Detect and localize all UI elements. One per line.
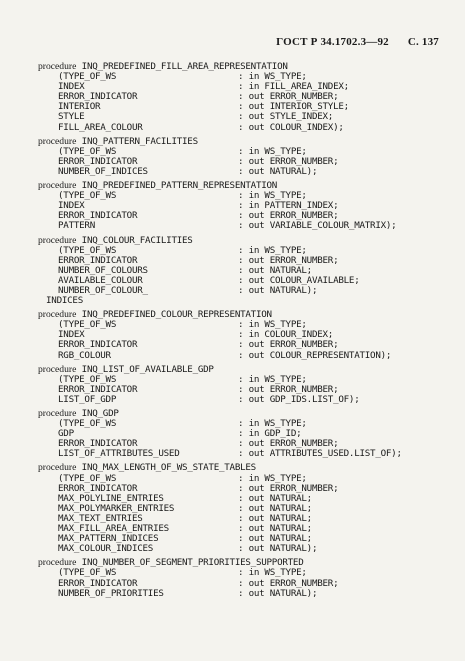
parameter-row [38, 589, 451, 599]
parameter-name: ERROR_INDICATOR [58, 482, 138, 494]
parameter-mode-type: : in COLOUR_INDEX; [238, 329, 334, 341]
parameter-mode-type: : in WS_TYPE; [238, 71, 307, 83]
procedure-block [38, 181, 451, 231]
parameter-mode-type: : out NATURAL); [238, 587, 318, 599]
parameter-name: PATTERN [58, 220, 95, 232]
parameter-name: ERROR_INDICATOR [58, 339, 138, 351]
parameter-row [38, 286, 451, 296]
parameter-name: ERROR_INDICATOR [58, 91, 138, 103]
procedure-name: INQ_NUMBER_OF_SEGMENT_PRIORITIES_SUPPORTED [81, 557, 304, 569]
procedure-block [38, 236, 451, 307]
parameter-name: GDP [58, 428, 74, 440]
procedure-listing [38, 62, 451, 603]
parameter-mode-type: : in WS_TYPE; [238, 319, 307, 331]
page-number: С. 137 [407, 36, 439, 48]
parameter-name: ERROR_INDICATOR [58, 577, 138, 589]
parameter-mode-type: : in WS_TYPE; [238, 244, 307, 256]
procedure-name: INQ_PREDEFINED_COLOUR_REPRESENTATION [81, 309, 272, 321]
parameter-mode-type: : out ERROR_NUMBER; [238, 577, 339, 589]
procedure-keyword: procedure [38, 234, 77, 246]
parameter-mode-type: : out NATURAL; [238, 264, 312, 276]
parameter-name: (TYPE_OF_WS [58, 190, 117, 202]
parameter-mode-type: : out COLOUR_INDEX); [238, 121, 344, 133]
parameter-row [38, 123, 451, 133]
procedure-name: INQ_PATTERN_FACILITIES [81, 135, 198, 147]
parameter-mode-type: : out ERROR_NUMBER; [238, 438, 339, 450]
parameter-name: (TYPE_OF_WS [58, 319, 117, 331]
parameter-name: RGB_COLOUR [58, 349, 111, 361]
procedure-block [38, 62, 451, 133]
parameter-name: (TYPE_OF_WS [58, 567, 117, 579]
procedure-name: INQ_PREDEFINED_PATTERN_REPRESENTATION [81, 180, 278, 192]
parameter-name: INDEX [58, 329, 85, 341]
parameter-row [38, 221, 451, 231]
parameter-name: NUMBER_OF_COLOURS [58, 264, 148, 276]
procedure-keyword: procedure [38, 462, 77, 474]
procedure-keyword: procedure [38, 61, 77, 72]
parameter-mode-type: : out NATURAL; [238, 492, 312, 504]
parameter-mode-type: : out ERROR_NUMBER; [238, 254, 339, 266]
parameter-name: NUMBER_OF_PRIORITIES [58, 587, 164, 599]
parameter-mode-type: : out ERROR_NUMBER; [238, 91, 339, 103]
parameter-name: MAX_FILL_AREA_ENTRIES [58, 523, 169, 535]
parameter-name: LIST_OF_ATTRIBUTES_USED [58, 448, 180, 460]
parameter-name: (TYPE_OF_WS [58, 244, 117, 256]
parameter-row [38, 395, 451, 405]
procedure-name: INQ_GDP [81, 408, 119, 419]
procedure-keyword: procedure [38, 180, 77, 192]
parameter-mode-type: : out VARIABLE_COLOUR_MATRIX); [238, 220, 397, 232]
procedure-block [38, 365, 451, 405]
parameter-name: MAX_COLOUR_INDICES [58, 543, 154, 555]
parameter-mode-type: : out ATTRIBUTES_USED.LIST_OF); [238, 448, 402, 460]
parameter-mode-type: : out ERROR_NUMBER; [238, 383, 339, 395]
parameter-name: AVAILABLE_COLOUR [58, 274, 143, 286]
procedure-block [38, 558, 451, 598]
parameter-mode-type: : out NATURAL); [238, 543, 318, 555]
parameter-row [38, 449, 451, 459]
parameter-name: ERROR_INDICATOR [58, 383, 138, 395]
parameter-mode-type: : out INTERIOR_STYLE; [238, 101, 349, 113]
parameter-mode-type: : out GDP_IDS.LIST_OF); [238, 393, 360, 405]
procedure-keyword: procedure [38, 408, 77, 419]
procedure-keyword: procedure [38, 309, 77, 321]
parameter-name: NUMBER_OF_COLOUR_ [58, 284, 148, 296]
standard-id: ГОСТ Р 34.1702.3—92 [276, 36, 389, 48]
procedure-name: INQ_LIST_OF_AVAILABLE_GDP [81, 363, 214, 375]
parameter-mode-type: : out ERROR_NUMBER; [238, 210, 339, 222]
parameter-name: INDEX [58, 81, 85, 93]
parameter-name: (TYPE_OF_WS [58, 418, 117, 430]
parameter-name: STYLE [58, 111, 85, 123]
parameter-name: ERROR_INDICATOR [58, 155, 138, 167]
parameter-name: MAX_TEXT_ENTRIES [58, 512, 143, 524]
parameter-mode-type: : out NATURAL; [238, 512, 312, 524]
parameter-mode-type: : out STYLE_INDEX; [238, 111, 334, 123]
parameter-name: INTERIOR [58, 101, 101, 113]
parameter-mode-type: : in WS_TYPE; [238, 190, 307, 202]
parameter-name: MAX_POLYLINE_ENTRIES [58, 492, 164, 504]
parameter-name: (TYPE_OF_WS [58, 373, 117, 385]
parameter-mode-type: : in WS_TYPE; [238, 567, 307, 579]
parameter-name: (TYPE_OF_WS [58, 472, 117, 484]
parameter-mode-type: : out COLOUR_REPRESENTATION); [238, 349, 392, 361]
parameter-mode-type: : in WS_TYPE; [238, 472, 307, 484]
procedure-keyword: procedure [38, 135, 77, 147]
parameter-name: INDEX [58, 200, 85, 212]
parameter-name: LIST_OF_GDP [58, 393, 117, 405]
parameter-name: ERROR_INDICATOR [58, 254, 138, 266]
parameter-mode-type: : out ERROR_NUMBER; [238, 155, 339, 167]
parameter-mode-type: : in WS_TYPE; [238, 373, 307, 385]
parameter-row [38, 167, 451, 177]
procedure-name: INQ_MAX_LENGTH_OF_WS_STATE_TABLES [81, 462, 256, 474]
parameter-mode-type: : out ERROR_NUMBER; [238, 482, 339, 494]
parameter-mode-type: : in PATTERN_INDEX; [238, 200, 339, 212]
procedure-block [38, 310, 451, 360]
parameter-name: (TYPE_OF_WS [58, 145, 117, 157]
procedure-block [38, 409, 451, 459]
parameter-name: ERROR_INDICATOR [58, 438, 138, 450]
procedure-keyword: procedure [38, 557, 77, 569]
parameter-mode-type: : out NATURAL); [238, 284, 318, 296]
parameter-row [38, 568, 451, 578]
procedure-name: INQ_COLOUR_FACILITIES [81, 234, 193, 246]
parameter-row [38, 544, 451, 554]
page-header [276, 36, 439, 48]
parameter-name: (TYPE_OF_WS [58, 71, 117, 83]
parameter-name-continuation: INDICES [46, 295, 83, 307]
parameter-name: NUMBER_OF_INDICES [58, 165, 148, 177]
procedure-name: INQ_PREDEFINED_FILL_AREA_REPRESENTATION [81, 61, 288, 72]
procedure-block [38, 463, 451, 554]
parameter-mode-type: : in GDP_ID; [238, 428, 302, 440]
parameter-name: MAX_POLYMARKER_ENTRIES [58, 502, 175, 514]
parameter-mode-type: : out COLOUR_AVAILABLE; [238, 274, 360, 286]
parameter-row [38, 351, 451, 361]
parameter-mode-type: : out NATURAL; [238, 502, 312, 514]
parameter-name: FILL_AREA_COLOUR [58, 121, 143, 133]
parameter-name: MAX_PATTERN_INDICES [58, 533, 159, 545]
parameter-mode-type: : out NATURAL; [238, 533, 312, 545]
parameter-mode-type: : in WS_TYPE; [238, 145, 307, 157]
parameter-mode-type: : out ERROR_NUMBER; [238, 339, 339, 351]
parameter-mode-type: : out NATURAL; [238, 523, 312, 535]
parameter-name: ERROR_INDICATOR [58, 210, 138, 222]
parameter-mode-type: : in WS_TYPE; [238, 418, 307, 430]
parameter-mode-type: : in FILL_AREA_INDEX; [238, 81, 349, 93]
procedure-keyword: procedure [38, 363, 77, 375]
procedure-block [38, 137, 451, 177]
parameter-mode-type: : out NATURAL); [238, 165, 318, 177]
